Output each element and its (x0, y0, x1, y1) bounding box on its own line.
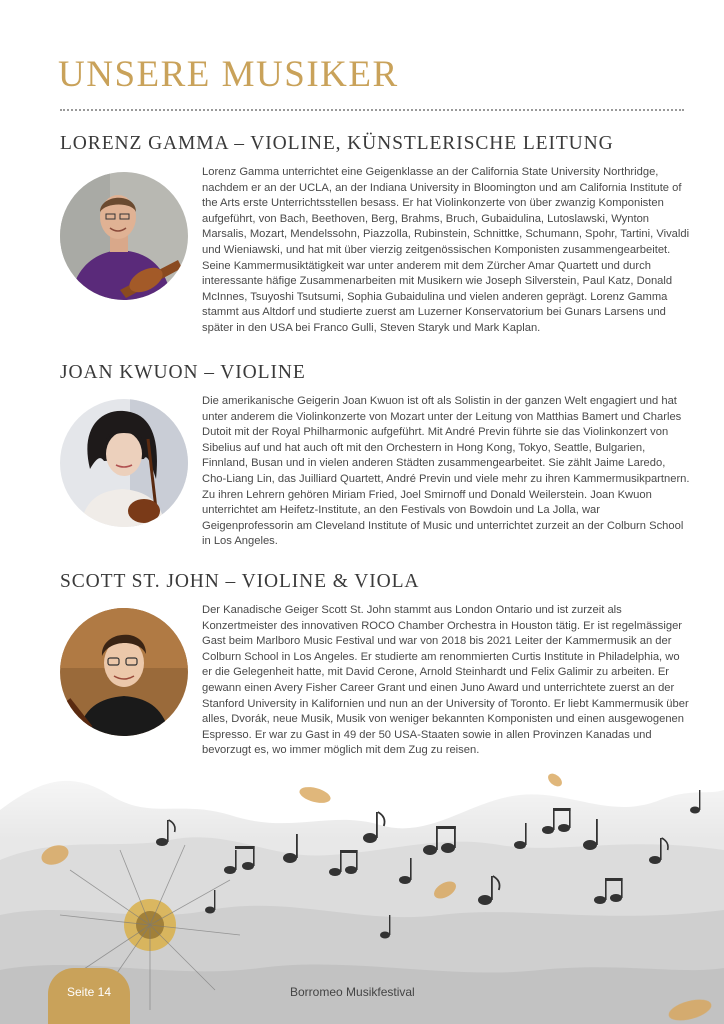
musician-heading: JOAN KWUON – VIOLINE (60, 362, 306, 383)
musician-section-scott-st-john (60, 571, 690, 757)
footer-publication-title: Borromeo Musikfestival (290, 985, 415, 999)
musician-bio: Der Kanadische Geiger Scott St. John stammt aus London Ontario und ist zurzeit als Konzertmeister des innovativen ROCO Chamber Orchestra in Houston tätig. Er ist regelmässiger Gast beim Marlboro Music Festival und war von 2018 bis 2021 Leiter der Kammermusik an der Colburn School in Los Angeles. Er studierte am renommierten Curtis Institute in Philadelphia, wo er die Gelegenheit hatte, mit David Cerone, Arnold Steinhardt und Felix Galimir zu arbeiten. Er gewann einen Avery Fisher Career Grant und einen Juno Award und unterrichtete zuerst an der Stanford University in Kalifornien und nun an der University of Toronto. Er liebt Kammermusik über alles, Dvorák, neue Musik, Musik von weniger bekannten Komponisten und einen ausgewogenen Espresso. Er war zu Gast in 49 der 50 USA-Staaten sowie in allen Provinzen Kanadas und bevorzugt es, wo immer möglich mit dem Zug zu reisen. (202, 604, 689, 757)
page-title: UNSERE MUSIKER (58, 54, 399, 95)
portrait-photo (60, 172, 188, 300)
portrait-photo (60, 399, 188, 527)
musician-section-joan-kwuon (60, 362, 690, 548)
page-number: Seite 14 (66, 985, 112, 999)
portrait-photo (60, 608, 188, 736)
musician-heading: LORENZ GAMMA – VIOLINE, KÜNSTLERISCHE LEITUNG (60, 133, 614, 154)
musician-heading: SCOTT ST. JOHN – VIOLINE & VIOLA (60, 571, 420, 592)
musician-bio: Lorenz Gamma unterrichtet eine Geigenklasse an der California State University Northridge, nachdem er an der UCLA, an der Indiana University in Bloomington und am California Institute of the Arts erste Unterrichtsstellen besass. Er hat Violinkonzerte von über zwanzig Komponisten aufgeführt, von Bach, Beethoven, Berg, Brahms, Bruch, Gubaidulina, Lutoslawski, Wynton Marsalis, Mozart, Mendelssohn, Piazzolla, Rubinstein, Schnittke, Schumann, Spohr, Tartini, Vivaldi und Wieniawski, und hat mit über vierzig zeitgenössischen Komponisten zusammengearbeitet. Seine Kammermusiktätigkeit war unter anderem mit dem Zürcher Amar Quartett und durch interessante häfige Zusammenarbeiten mit Musikern wie Joseph Silverstein, Paul Katz, Donald McInnes, Tsuyoshi Tsutsumi, Sophia Gubaidulina und vielen anderen geprägt. Lorenz Gamma stammt aus Altdorf und studierte zuerst am Luzerner Konservatorium bei Gunars Larsens und später in den USA bei Franco Gulli, Steven Staryk und Mark Kaplan. (202, 166, 690, 334)
musician-bio: Die amerikanische Geigerin Joan Kwuon ist oft als Solistin in der ganzen Welt engagiert und hat unter anderem die Violinkonzerte von Mozart unter der Leitung von Matthias Bamert und Charles Dutoit mit der Royal Philharmonic aufgeführt. Mit André Previn führte sie das Violinkonzert von Sibelius auf und hat auch oft mit den Orchestern in Hong Kong, Tokyo, Seattle, Bulgarien, Finnland, Busan und in vielen anderen Städten zusammengearbeitet. Sie zählt Jaime Laredo, Cho-Liang Lin, das Juilliard Quartett, André Previn und viele mehr zu ihren Kammermusikpartnern. Zu ihren Lehrern gehören Miriam Fried, Joel Smirnoff und Donald Weilerstein. Joan Kwuon unterrichtet am Heifetz-Institute, an den Festivals von Bowdoin und La Jolla, war Geigenprofessorin am Cleveland Institute of Music und unterrichtet zurzeit an der Colburn School in Los Angeles. (202, 395, 690, 548)
musician-section-lorenz-gamma (60, 133, 690, 334)
title-divider (60, 109, 684, 111)
